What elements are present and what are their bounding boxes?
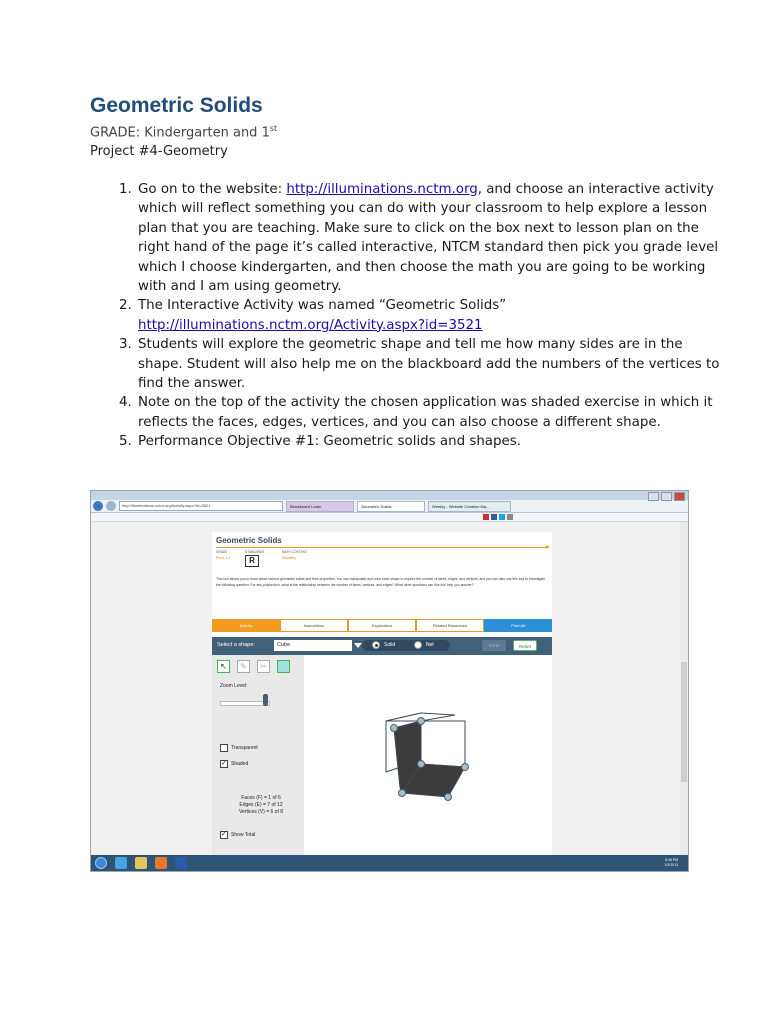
pencil-tool-icon[interactable]: ✎ [237, 660, 250, 673]
vertex-marker[interactable] [445, 794, 452, 801]
grade-text: GRADE: Kindergarten and 1 [90, 125, 270, 141]
maximize-icon[interactable] [661, 492, 672, 501]
window-controls [648, 492, 685, 501]
cube-face-white [421, 721, 465, 767]
tab-print-all[interactable]: Print All [484, 619, 552, 632]
taskbar-clock [664, 858, 678, 868]
steps-list [95, 180, 726, 452]
project-line: Project #4-Geometry [90, 144, 228, 159]
tab-weebly[interactable]: Weebly - Website Creation Ma... [428, 501, 511, 512]
vertex-marker[interactable] [418, 718, 425, 725]
reset-button[interactable]: Reset [513, 640, 537, 651]
step-item: 5. Performance Objective #1: Geometric solids and shapes. [136, 432, 726, 451]
activity-title: Geometric Solids [216, 536, 282, 545]
meta-math-content: MATH CONTENT Geometry [282, 550, 308, 560]
tab-instructions[interactable]: Instructions [280, 619, 348, 632]
solid-radio[interactable] [372, 641, 380, 649]
tab-related-resources[interactable]: Related Resources [416, 619, 484, 632]
activity-panel [212, 532, 552, 859]
scrollbar-thumb[interactable] [681, 662, 687, 782]
share-icons [483, 514, 513, 520]
web-page [91, 522, 688, 859]
illuminations-link[interactable]: http://illuminations.nctm.org [286, 182, 478, 197]
embedded-screenshot [90, 490, 689, 872]
vertex-marker[interactable] [391, 725, 398, 732]
tab-exploration[interactable]: Exploration [348, 619, 416, 632]
grade-line [90, 124, 277, 140]
solid-label: Solid [384, 642, 396, 648]
browser-address-row [91, 500, 688, 513]
forward-icon[interactable] [106, 501, 116, 511]
back-icon[interactable] [93, 501, 103, 511]
vertices-count: Vertices (V) = 6 of 8 [238, 809, 284, 815]
shape-select[interactable]: Cube [274, 640, 352, 651]
transparent-checkbox[interactable] [220, 744, 228, 752]
facebook-icon[interactable] [491, 514, 497, 520]
done-button[interactable]: Done [482, 640, 506, 651]
windows-taskbar [91, 855, 688, 871]
meta-standards: STANDARDS [245, 550, 265, 554]
meta-grade: GRADE Pre-K, 1-2 [216, 550, 231, 560]
doc-title: Geometric Solids [90, 94, 263, 117]
shape-stats [226, 795, 296, 816]
minimize-icon[interactable] [648, 492, 659, 501]
nctm-logo-icon: R [245, 555, 259, 567]
page-scrollbar[interactable] [680, 522, 688, 859]
clock-time: 5:48 PM [664, 858, 678, 862]
show-total-label: Show Total [231, 832, 256, 838]
paint-tool-icon[interactable] [277, 660, 290, 673]
vertex-marker[interactable] [418, 761, 425, 768]
start-button-icon[interactable] [95, 857, 107, 869]
shape-toolbar [212, 637, 552, 655]
twitter-icon[interactable] [499, 514, 505, 520]
shaded-checkbox[interactable]: ✓ [221, 760, 227, 767]
folder-icon[interactable] [135, 857, 147, 869]
clock-date: 1/2/2013 [664, 863, 678, 867]
cube-drawing[interactable] [304, 655, 552, 859]
shaded-label: Shaded [231, 761, 249, 767]
activity-tabs [212, 619, 552, 632]
title-divider [216, 547, 548, 548]
view-mode-group [362, 640, 450, 651]
close-icon[interactable] [674, 492, 685, 501]
shape-canvas[interactable] [304, 655, 552, 859]
word-icon[interactable] [175, 857, 187, 869]
zoom-slider-thumb[interactable] [263, 694, 268, 706]
show-total-checkbox[interactable]: ✓ [221, 831, 227, 838]
bookmark-bar [91, 513, 688, 522]
address-bar[interactable]: http://illuminations.nctm.org/Activity.aspx?id=3521 [119, 501, 283, 511]
email-icon[interactable] [507, 514, 513, 520]
zoom-label: Zoom Level: [220, 683, 248, 689]
step-item: 2. The Interactive Activity was named “Geometric Solids” http://illuminations.nctm.org/Activity.aspx?id=3521 [136, 296, 726, 335]
edges-count: Edges (E) = 7 of 12 [239, 802, 283, 808]
step-item: 1. Go on to the website: http://illuminations.nctm.org, and choose an interactive activity which will reflect something you can do with your classroom to help explore a lesson plan that you are teaching. Make sure to click on the box next to lesson plan on the right hand of the page it’s called interactive, NTCM standard then pick you grade level which I choose kindergarten, and then choose the math you are going to be working with and I am using geometry. [136, 180, 726, 296]
step-item: 3. Students will explore the geometric shape and tell me how many sides are in the shape. Student will also help me on the blackboard add the numbers of the vertices to find the answer. [136, 335, 726, 393]
net-radio[interactable] [414, 641, 422, 649]
transparent-label: Transparent [231, 745, 258, 751]
select-shape-label: Select a shape: [217, 642, 255, 648]
vertex-marker[interactable] [462, 764, 469, 771]
pinterest-icon[interactable] [483, 514, 489, 520]
tab-activity[interactable]: Activity [212, 619, 280, 632]
ie-icon[interactable] [115, 857, 127, 869]
controls-panel [212, 655, 305, 859]
window-titlebar [91, 491, 688, 500]
tab-blackboard[interactable]: Blackboard Learn [286, 501, 354, 512]
scissors-tool-icon[interactable]: ✂ [257, 660, 270, 673]
pointer-tool-icon[interactable]: ↖ [217, 660, 230, 673]
activity-link[interactable]: http://illuminations.nctm.org/Activity.aspx?id=3521 [138, 317, 483, 333]
vertex-marker[interactable] [399, 790, 406, 797]
step-item: 4. Note on the top of the activity the chosen application was shaded exercise in which it reflects the faces, edges, vertices, and you can also choose a different shape. [136, 393, 726, 432]
activity-description: This tool allows you to learn about various geometric solids and their properties. You can manipulate and color each shape to explore the number of faces, edges, and vertices, and you can also use this tool to investigate the following question: For any polyhedron, what is the relationship between the number of faces, vertices, and edges? What other questions can this tool help you answer? [216, 577, 546, 587]
media-player-icon[interactable] [155, 857, 167, 869]
faces-count: Faces (F) = 1 of 6 [241, 795, 281, 801]
grade-superscript: st [269, 124, 278, 133]
tab-geometric-solids[interactable]: Geometric Solids [357, 501, 425, 512]
net-label: Net [426, 642, 434, 648]
